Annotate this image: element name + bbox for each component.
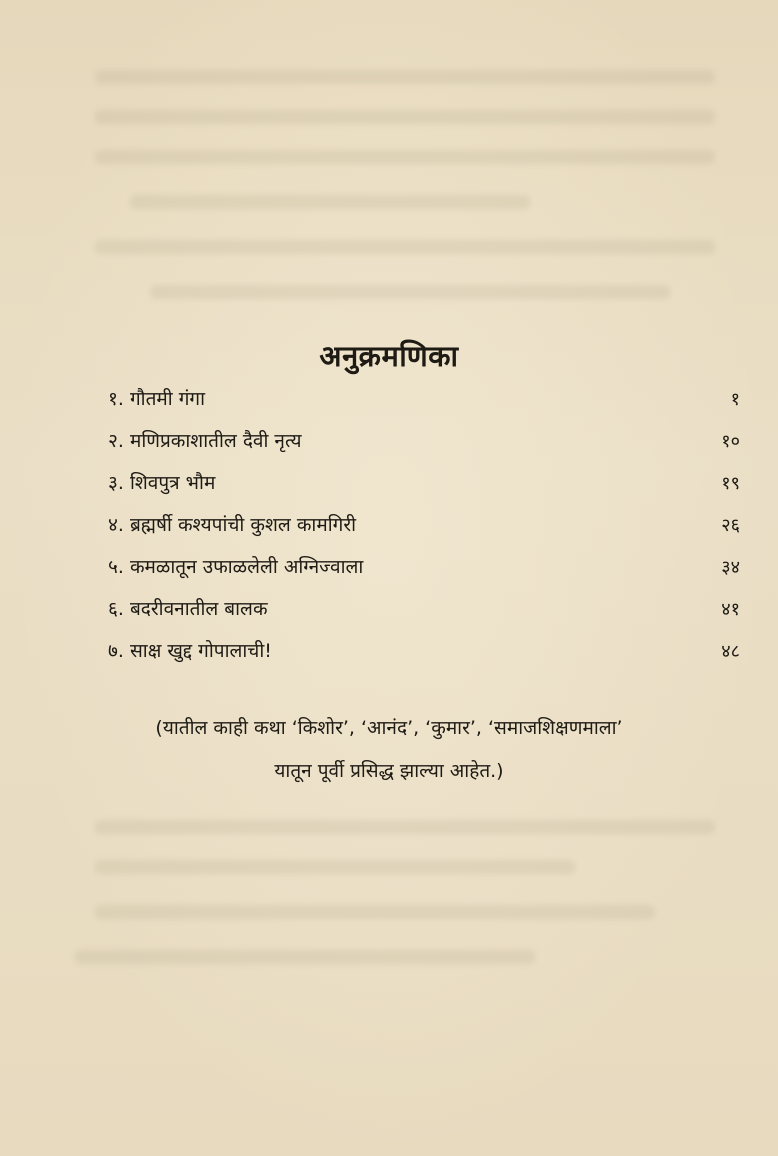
- toc-entry-title: २. मणिप्रकाशातील दैवी नृत्य: [108, 430, 302, 452]
- toc-entry-page: १९: [721, 473, 740, 494]
- toc-entry-page: ४१: [721, 599, 740, 620]
- publication-note: [0, 715, 778, 784]
- toc-entry-title: १. गौतमी गंगा: [108, 388, 206, 410]
- toc-entry: [108, 427, 740, 469]
- toc-entry-page: ३४: [721, 557, 740, 578]
- toc-entry-title: ४. ब्रह्मर्षी कश्यपांची कुशल कामगिरी: [108, 514, 357, 536]
- toc-entry-title: ७. साक्ष खुद्द गोपालाची!: [108, 640, 272, 662]
- bleed-through-line: [95, 150, 715, 164]
- bleed-through-line: [95, 905, 655, 919]
- bleed-through-line: [95, 110, 715, 124]
- bleed-through-line: [75, 950, 535, 964]
- toc-entry: [108, 637, 740, 679]
- toc-entry-title: ५. कमळातून उफाळलेली अग्निज्वाला: [108, 556, 364, 578]
- toc-entry-page: १: [730, 389, 740, 410]
- toc-entry: [108, 385, 740, 427]
- bleed-through-line: [150, 285, 670, 299]
- toc-entry: [108, 595, 740, 637]
- toc-entry-page: १०: [721, 431, 740, 452]
- toc-entry-page: ४८: [721, 641, 740, 662]
- bleed-through-line: [95, 240, 715, 254]
- bleed-through-line: [130, 195, 530, 209]
- toc-entry-title: ६. बदरीवनातील बालक: [108, 598, 268, 620]
- bleed-through-line: [95, 820, 715, 834]
- table-of-contents: [108, 385, 740, 679]
- toc-entry: [108, 469, 740, 511]
- toc-entry-page: २६: [721, 515, 740, 536]
- toc-entry-title: ३. शिवपुत्र भौम: [108, 472, 216, 494]
- publication-note-line1: (यातील काही कथा ‘किशोर’, ‘आनंद’, ‘कुमार’, ‘समाजशिक्षणमाला’: [155, 717, 623, 739]
- bleed-through-line: [95, 860, 575, 874]
- toc-entry: [108, 553, 740, 595]
- bleed-through-line: [95, 70, 715, 84]
- page-title: अनुक्रमणिका: [319, 339, 459, 373]
- toc-entry: [108, 511, 740, 553]
- publication-note-line2: यातून पूर्वी प्रसिद्ध झाल्या आहेत.): [274, 759, 504, 782]
